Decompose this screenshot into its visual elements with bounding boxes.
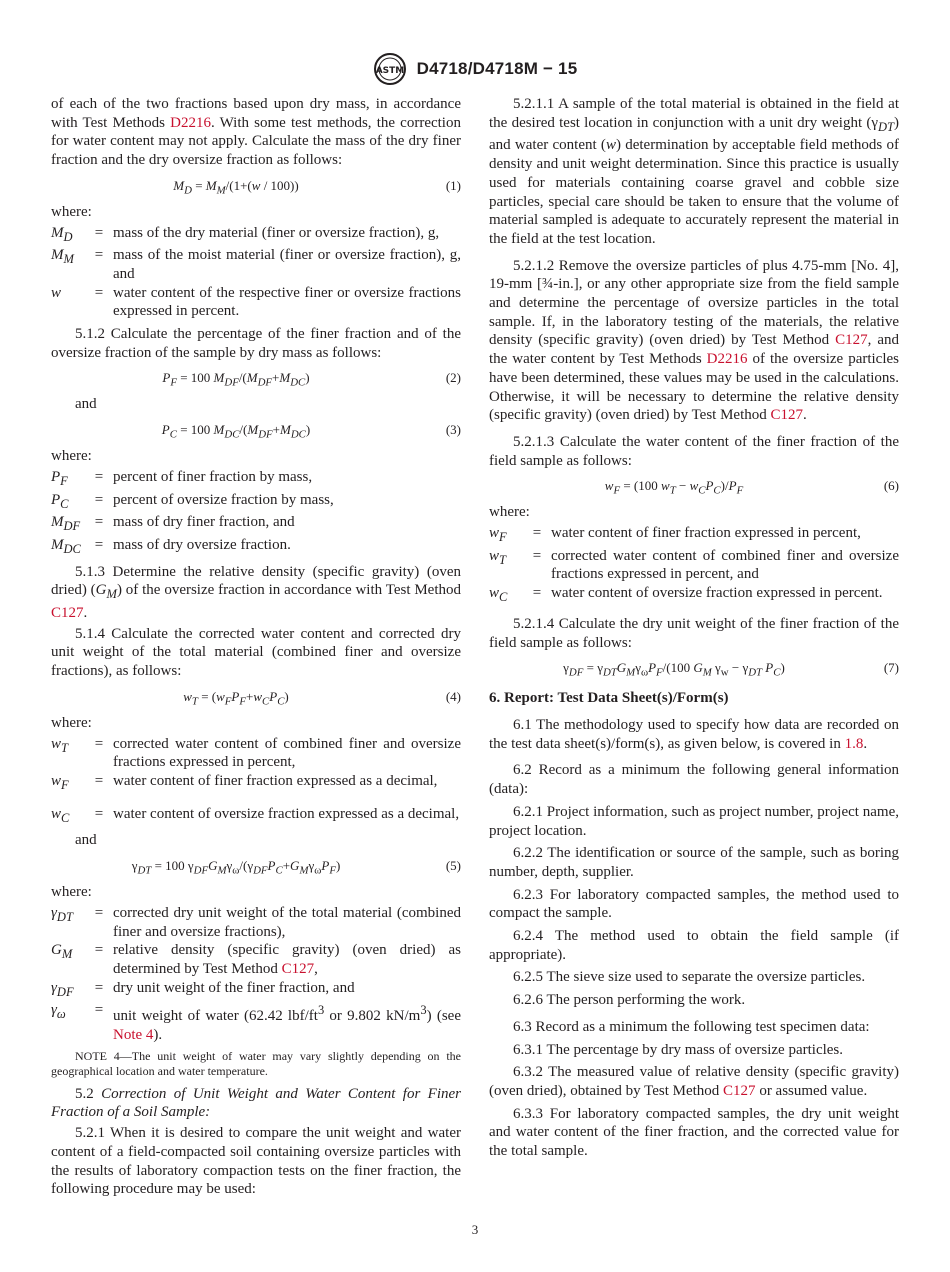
link-c127[interactable]: C127 (835, 332, 868, 349)
right-column (489, 95, 899, 1163)
equation-4: $w_T = (w_FP_F+w_CP_C)$ (4) (183, 688, 461, 708)
page-header (0, 52, 950, 86)
section-heading-6: 6. Report: Test Data Sheet(s)/Form(s) (489, 690, 729, 707)
definitions-2: $P_F$ = percent of finer fraction by mass, $P_C$ = percent of oversize fraction by mass, $M_{DF}$ = mass of dry finer fraction, and $M_{DC}$ = mass of dry oversize fraction. (51, 468, 334, 556)
paragraph: 5.1.3 Determine the relative density (specific gravity) (oven dried) $(G_M)$ of the oversize fraction in accordance with Test Method C127. (51, 563, 462, 622)
note-4: NOTE 4—The unit weight of water may vary slightly depending on the geographical location and water temperature. (51, 1048, 461, 1078)
link-d2216[interactable]: D2216 (706, 351, 748, 368)
link-1-8[interactable]: 1.8 (844, 735, 864, 752)
definitions-1: $M_D$ = mass of the dry material (finer or oversize fraction), g, $M_M$ = mass of the moist material (finer or oversize fraction), g, and w = water content of the respective finer or oversize fractions expressed in percent. (51, 224, 461, 320)
link-c127[interactable]: C127 (51, 605, 84, 622)
equation-5: $\gamma_{DT} = 100$ $\gamma_{DF}G_M\gamma_\omega/(\gamma_{DF}P_C+G_M\gamma_\omega P_F)$ (5) (131, 858, 461, 877)
paragraph: 6.2.6 The person performing the work. (513, 992, 746, 1009)
where-label: where: (51, 884, 92, 901)
paragraph: 6.3 Record as a minimum the following test specimen data: (513, 1018, 870, 1035)
paragraph: 6.2.5 The sieve size used to separate the oversize particles. (513, 969, 866, 986)
link-c127[interactable]: C127 (723, 1082, 756, 1099)
paragraph: 6.2.4 The method used to obtain the field sample (if appropriate). (489, 928, 899, 963)
link-note-4[interactable]: Note 4 (113, 1027, 154, 1044)
and-label: and (75, 832, 97, 849)
link-c127[interactable]: C127 (281, 960, 315, 977)
where-label: where: (51, 448, 92, 465)
paragraph: 5.1.4 Calculate the corrected water content and corrected dry unit weight of the total material (combined finer and oversize fractions), as follows: (51, 625, 461, 680)
paragraph: 6.2.1 Project information, such as project number, project name, project location. (489, 803, 899, 839)
astm-logo-icon (373, 52, 407, 86)
definitions-4: $\gamma_{DT}$ = corrected dry unit weight of the total material (combined finer and oversize fractions), $G_M$ = relative density (specific gravity) (oven dried) as determined by Test Method C127, $\gamma_{DF}$ = dry unit weight of the finer fraction, and $\gamma_\omega$ = unit weight of water (62.42 lbf/$ft^3$ or 9.802 $kN/m^3$) (see Note 4). (51, 904, 461, 1044)
page-number: 3 (471, 1222, 479, 1237)
document-designation: D4718/D4718M − 15 (416, 59, 578, 78)
paragraph: 6.3.2 The measured value of relative density (specific gravity) (oven dried), obtained by Test Method C127 or assumed value. (489, 1064, 899, 1099)
paragraph: 6.2 Record as a minimum the following general information (data): (489, 762, 899, 798)
paragraph: 5.2.1 When it is desired to compare the unit weight and water content of a field-compacted soil containing oversize particles with the results of laboratory compaction tests on the finer fraction, the following procedure may be used: (51, 1125, 461, 1198)
paragraph: of each of the two fractions based upon dry mass, in accordance with Test Methods D2216. With some test methods, the correction for water content may not apply. Calculate the mass of the dry finer fraction and the dry oversize fraction as follows: (51, 96, 461, 169)
paragraph: 6.2.2 The identification or source of the sample, such as boring number, depth, supplier. (489, 845, 899, 880)
paragraph: 5.2.1.3 Calculate the water content of the finer fraction of the field sample as follows: (489, 433, 899, 469)
link-c127[interactable]: C127 (770, 407, 804, 424)
equation-1: $M_D = M_M/(1+(w / 100))$ (1) (173, 177, 461, 197)
equation-3: $P_C = 100$ $M_{DC}/(M_{DF}+M_{DC})$ (3) (161, 422, 461, 441)
paragraph: 5.1.2 Calculate the percentage of the finer fraction and of the oversize fraction of the sample by dry mass as follows: (51, 326, 461, 361)
where-label: where: (489, 504, 530, 521)
and-label: and (75, 396, 97, 413)
link-d2216[interactable]: D2216 (170, 114, 211, 131)
where-label: where: (51, 203, 92, 220)
paragraph: 5.2.1.2 Remove the oversize particles of plus 4.75-mm [No. 4], 19-mm [¾-in.], or any other appropriate size from the field sample and determine the percentage of oversize particles in the total sample. If, in the laboratory testing of the materials, the relative density (specific gravity) (oven dried) by Test Method C127, and the water content by Test Methods D2216 of the oversize particles have been determined, these values may be used in the calculations. Otherwise, it will be necessary to determine the relative density (specific gravity) (oven dried) by Test Method C127. (489, 257, 900, 424)
definitions-3: $w_T$ = corrected water content of combined finer and oversize fractions expressed in percent, $w_F$ = water content of finer fraction expressed as a decimal, $w_C$ = water content of oversize fraction expressed as a decimal, (51, 735, 461, 825)
section-heading-5-2: 5.2 Correction of Unit Weight and Water Content for Finer Fraction of a Soil Sample: (51, 1085, 462, 1121)
left-column (51, 95, 461, 1201)
paragraph: 6.1 The methodology used to specify how data are recorded on the test data sheet(s)/form(s), as given below, is covered in 1.8. (489, 716, 899, 752)
paragraph: 5.2.1.1 A sample of the total material is obtained in the field at the desired test location in conjunction with a unit dry weight $(\gamma_{DT})$ and water content (w) determination by acceptable field methods of density and unit weight determination. Since this practice is usually used for materials containing coarse gravel and cobble size particles, special care should be taken to ensure that the volume of material sampled is adequate to accurately represent the material in the field at the test location. (489, 96, 899, 247)
equation-2: $P_F = 100$ $M_{DF}/(M_{DF}+M_{DC})$ (2) (162, 370, 461, 390)
equation-6: $w_F = (100$ $w_T - w_CP_C)/P_F$ (6) (604, 478, 899, 497)
paragraph: 6.3.3 For laboratory compacted samples, the dry unit weight and water content of the finer fraction, and the corrected value for the total sample. (489, 1105, 899, 1160)
where-label: where: (51, 714, 92, 731)
equation-7: $\gamma_{DF} = \gamma_{DT}G_M\gamma_\omega P_F/(100$ $G_M$ $\gamma_w - \gamma_{DT}$ $P_C$) (7) (563, 660, 899, 679)
paragraph: 5.2.1.4 Calculate the dry unit weight of the finer fraction of the field sample as follows: (489, 615, 899, 651)
definitions-5: $w_F$ = water content of finer fraction expressed in percent, $w_T$ = corrected water content of combined finer and oversize fractions expressed in percent, and $w_C$ = water content of oversize fraction expressed in percent. (489, 525, 899, 605)
paragraph: 6.2.3 For laboratory compacted samples, the method used to compact the sample. (489, 886, 899, 922)
svg-text:ASTM: ASTM (375, 66, 404, 76)
paragraph: 6.3.1 The percentage by dry mass of oversize particles. (513, 1041, 844, 1058)
